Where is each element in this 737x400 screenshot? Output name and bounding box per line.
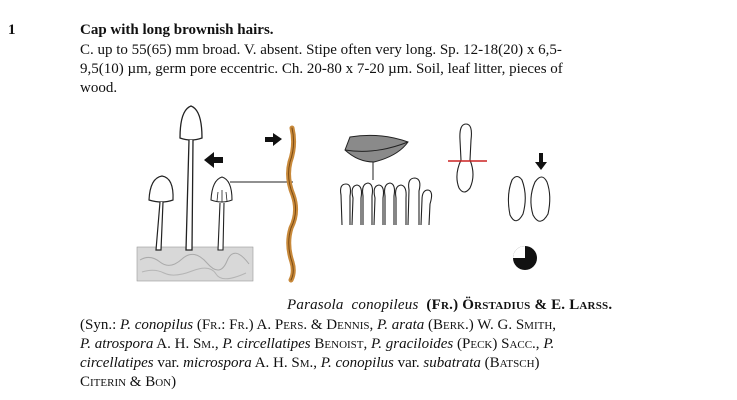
description-line-1: C. up to 55(65) mm broad. V. absent. Stipe often very long. Sp. 12-18(20) x 6,5- [80,42,562,58]
tall-mushroom-drawing [180,106,202,250]
key-number: 1 [8,22,16,38]
species-name [287,297,612,314]
syn-taxon: microspora [183,355,252,371]
syn-authority: A. H. Sm., [153,336,223,352]
species-description [80,41,650,98]
syn-authority: (Peck) Sacc., [453,336,544,352]
synonyms-line-4 [80,373,720,392]
syn-authority: A. H. Sm., [251,355,321,371]
arrow-left-icon [204,152,223,168]
syn-taxon: circellatipes [80,355,154,371]
key-heading: Cap with long brownish hairs. [80,22,274,38]
syn-taxon: P. circellatipes [222,336,311,352]
syn-authority: (Fr.: Fr.) A. Pers. & Dennis, [193,317,378,333]
brownish-hair-drawing [289,128,296,280]
syn-taxon: P. atrospora [80,336,154,352]
syn-taxon: P. conopilus [120,317,194,333]
description-line-2: 9,5(10) µm, germ pore eccentric. Ch. 20-80 x 7-20 µm. Soil, leaf litter, pieces of [80,61,563,77]
syn-authority: Benoist, [310,336,372,352]
syn-text: (Syn.: [80,317,121,333]
synonyms-line-3 [80,354,720,373]
small-hairy-mushroom [211,177,232,250]
cap-cuticle-section [345,135,408,180]
arrow-down-icon [535,153,547,170]
syn-text: var. [153,355,184,371]
small-mushroom-left [149,176,173,250]
spore-drawings [508,177,549,222]
species-genus: Parasola [287,297,344,313]
syn-taxon: subatrata [423,355,481,371]
species-authority: (Fr.) Örstadius & E. Larss. [426,297,613,313]
syn-taxon: P. graciloides [371,336,454,352]
description-line-3: wood. [80,80,118,96]
syn-authority: Citerin & Bon) [80,374,177,390]
cystidium-detail [448,124,487,192]
synonyms-line-1 [80,316,720,335]
syn-text: var. [393,355,424,371]
syn-taxon: P. arata [377,317,425,333]
soil-base [137,247,253,281]
arrow-right-icon [265,133,282,146]
synonyms-line-2 [80,335,720,354]
syn-taxon: P. conopilus [320,355,394,371]
germ-pore-symbol [513,246,537,270]
synonyms-block [80,316,720,392]
syn-authority: (Batsch) [480,355,540,371]
illustration-figure [130,100,560,285]
syn-authority: (Berk.) W. G. Smith, [424,317,557,333]
species-epithet: conopileus [351,297,419,313]
syn-taxon: P. [543,336,555,352]
cheilocystidia-row [341,178,432,225]
